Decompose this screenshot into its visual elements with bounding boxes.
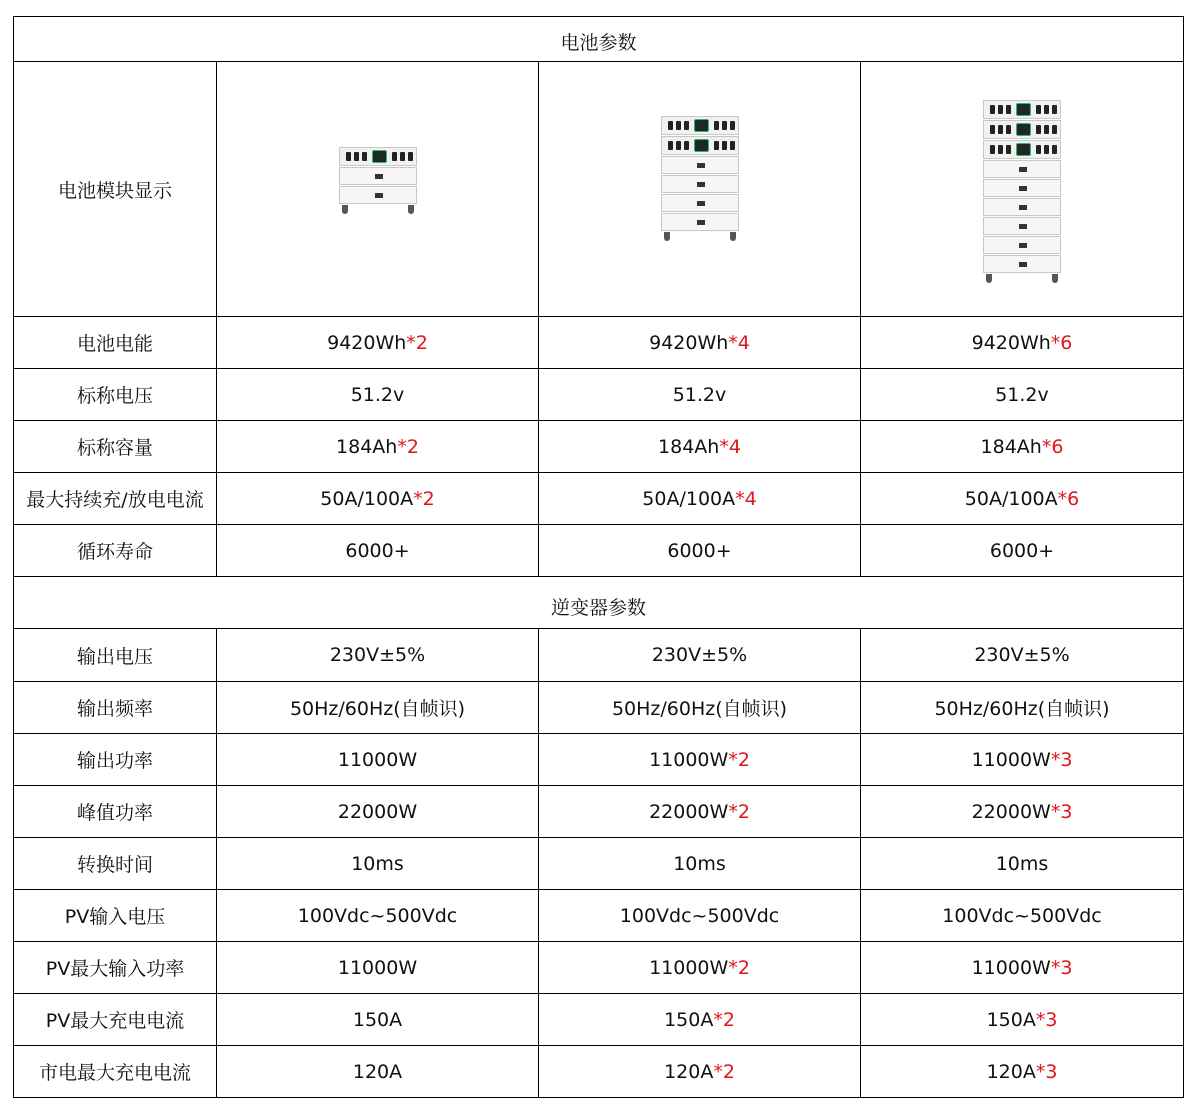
table-row [14,369,1184,421]
value-cell: 230V±5% [217,629,539,682]
value-cell: 9420Wh*6 [861,317,1184,369]
value-cell: 11000W*2 [539,734,861,786]
value-cell: 150A*3 [861,994,1184,1046]
value-cell: 6000+ [861,525,1184,577]
value-cell: 50A/100A*2 [217,473,539,525]
table-row [14,62,1184,317]
row-label: PV输入电压 [14,890,217,942]
value-cell: 11000W [217,734,539,786]
row-label: 电池电能 [14,317,217,369]
value-cell: 11000W*2 [539,942,861,994]
value-cell: 22000W [217,786,539,838]
inverter-section-title: 逆变器参数 [14,577,1184,629]
table-row [14,890,1184,942]
value-cell: 120A [217,1046,539,1098]
row-label: 输出功率 [14,734,217,786]
value-cell: 100Vdc~500Vdc [539,890,861,942]
value-cell: 120A*3 [861,1046,1184,1098]
value-cell: 184Ah*4 [539,421,861,473]
value-cell: 50Hz/60Hz(自帧识) [861,682,1184,734]
table-row [14,473,1184,525]
table-row [14,1046,1184,1098]
value-cell: 100Vdc~500Vdc [217,890,539,942]
value-cell: 50Hz/60Hz(自帧识) [217,682,539,734]
row-label: 标称电压 [14,369,217,421]
value-cell: 22000W*2 [539,786,861,838]
value-cell: 10ms [539,838,861,890]
value-cell: 51.2v [861,369,1184,421]
battery-stack-icon [983,100,1061,284]
row-label: 转换时间 [14,838,217,890]
table-row [14,525,1184,577]
value-cell: 9420Wh*2 [217,317,539,369]
table-row [14,734,1184,786]
value-cell: 22000W*3 [861,786,1184,838]
table-row [14,317,1184,369]
row-label: 峰值功率 [14,786,217,838]
table-row [14,942,1184,994]
row-label: 最大持续充/放电电流 [14,473,217,525]
value-cell: 10ms [217,838,539,890]
value-cell: 50A/100A*6 [861,473,1184,525]
battery-stack-icon [339,147,417,215]
value-cell: 9420Wh*4 [539,317,861,369]
value-cell: 230V±5% [861,629,1184,682]
row-label: PV最大输入功率 [14,942,217,994]
value-cell: 120A*2 [539,1046,861,1098]
battery-image-6-modules [861,62,1184,317]
value-cell: 150A [217,994,539,1046]
value-cell: 50Hz/60Hz(自帧识) [539,682,861,734]
table-row [14,421,1184,473]
battery-section-header [14,17,1184,62]
value-cell: 50A/100A*4 [539,473,861,525]
value-cell: 184Ah*6 [861,421,1184,473]
battery-stack-icon [661,116,739,242]
value-cell: 10ms [861,838,1184,890]
value-cell: 150A*2 [539,994,861,1046]
value-cell: 51.2v [539,369,861,421]
table-row [14,838,1184,890]
table-row [14,786,1184,838]
row-label: PV最大充电电流 [14,994,217,1046]
table-row [14,682,1184,734]
value-cell: 11000W*3 [861,942,1184,994]
inverter-section-header [14,577,1184,629]
row-label: 电池模块显示 [14,62,217,317]
battery-image-2-modules [217,62,539,317]
row-label: 输出频率 [14,682,217,734]
spec-table [13,16,1184,1098]
battery-image-4-modules [539,62,861,317]
value-cell: 11000W [217,942,539,994]
battery-section-title: 电池参数 [14,17,1184,62]
row-label: 市电最大充电电流 [14,1046,217,1098]
value-cell: 51.2v [217,369,539,421]
row-label: 循环寿命 [14,525,217,577]
value-cell: 6000+ [217,525,539,577]
table-row [14,994,1184,1046]
value-cell: 6000+ [539,525,861,577]
table-row [14,629,1184,682]
row-label: 输出电压 [14,629,217,682]
value-cell: 11000W*3 [861,734,1184,786]
value-cell: 100Vdc~500Vdc [861,890,1184,942]
value-cell: 184Ah*2 [217,421,539,473]
value-cell: 230V±5% [539,629,861,682]
row-label: 标称容量 [14,421,217,473]
